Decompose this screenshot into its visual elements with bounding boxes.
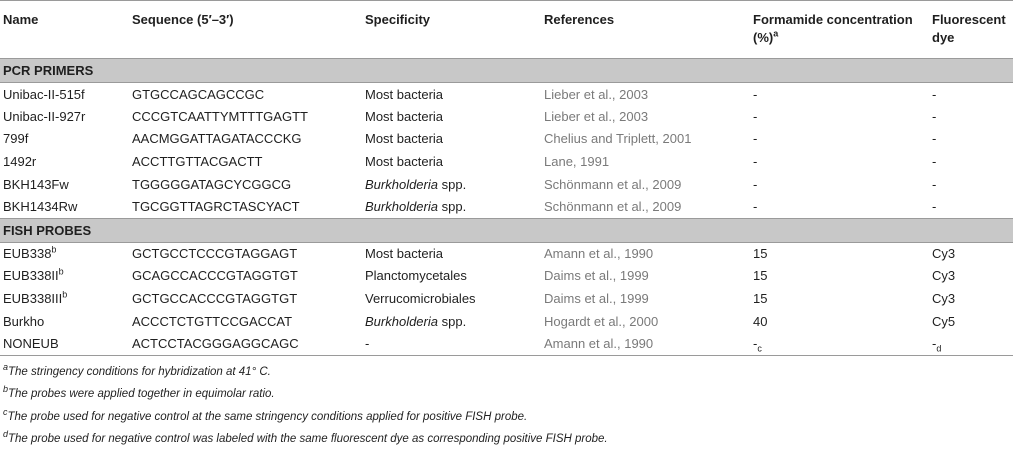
cell-specificity: Most bacteria [365, 108, 444, 124]
cell-sequence: TGGGGGATAGCYCGGCG [132, 176, 292, 192]
header-dye: Fluorescent dye [928, 1, 1013, 59]
cell-reference: Lieber et al., 2003 [544, 86, 649, 102]
table-row [0, 287, 1013, 310]
footnote: $^d$The probe used for negative control was labeled with the same fluorescent dye as corresponding positive FISH probe. [3, 429, 608, 446]
table-row [0, 105, 1013, 128]
cell-reference: Daims et al., 1999 [544, 291, 649, 307]
cell-specificity: Burkholderia spp. [365, 313, 467, 329]
footnote-mark: a [3, 361, 9, 372]
cell-formamide: - [753, 86, 758, 102]
header-name: Name [0, 1, 128, 59]
cell-sequence: AACMGGATTAGATACCCKG [132, 131, 302, 147]
cell-reference: Daims et al., 1999 [544, 268, 649, 284]
cell-formamide: - [753, 176, 758, 192]
cell-formamide: - [753, 154, 758, 170]
cell-formamide: 40 [753, 313, 768, 329]
footnote-mark: c [757, 343, 762, 354]
cell-formamide: - [753, 199, 758, 215]
footnote: $^a$The stringency conditions for hybridization at 41° C. [3, 361, 271, 378]
cell-specificity: Planctomycetales [365, 268, 467, 284]
footnote: $^b$The probes were applied together in equimolar ratio. [3, 384, 275, 401]
cell-name: EUB338$^b$ [3, 244, 57, 262]
cell-sequence: GCAGCCACCCGTAGGTGT [132, 268, 298, 284]
cell-reference: Schönmann et al., 2009 [544, 199, 682, 215]
cell-specificity: Verrucomicrobiales [365, 291, 476, 307]
cell-reference: Lane, 1991 [544, 154, 610, 170]
cell-specificity: - [361, 332, 540, 355]
cell-formamide: 15 [753, 291, 768, 307]
cell-reference: Lieber et al., 2003 [544, 108, 649, 124]
cell-dye: - [932, 176, 937, 192]
table-row [0, 332, 1013, 355]
cell-specificity: Burkholderia spp. [365, 199, 467, 215]
cell-sequence: GCTGCCACCCGTAGGTGT [132, 291, 298, 307]
cell-dye: Cy3 [932, 291, 956, 307]
cell-reference: Hogardt et al., 2000 [544, 313, 659, 329]
cell-formamide: $-_c$ [749, 332, 928, 355]
cell-name: Unibac-II-927r [3, 108, 86, 124]
cell-name: Burkho [3, 313, 45, 329]
cell-dye: Cy3 [932, 246, 956, 262]
cell-dye: Cy3 [932, 268, 956, 284]
genus-name: Burkholderia [365, 199, 438, 215]
table-row [0, 150, 1013, 173]
table-row [0, 265, 1013, 288]
cell-formamide: 15 [753, 246, 768, 262]
header-specificity: Specificity [361, 1, 540, 59]
footnote-mark: b [3, 384, 9, 395]
section-title: PCR PRIMERS [0, 59, 1013, 83]
cell-formamide: - [753, 131, 758, 147]
cell-formamide: 15 [753, 268, 768, 284]
cell-specificity: Most bacteria [365, 86, 444, 102]
genus-name: Burkholderia [365, 313, 438, 329]
cell-dye: Cy5 [932, 313, 956, 329]
cell-dye: - [932, 108, 937, 124]
footnote-mark: b [62, 289, 68, 300]
table-row [0, 128, 1013, 151]
table-row [0, 195, 1013, 218]
table-row [0, 310, 1013, 333]
cell-name: 799f [3, 131, 29, 147]
cell-specificity: Burkholderia spp. [365, 176, 467, 192]
cell-specificity: Most bacteria [365, 131, 444, 147]
cell-specificity: Most bacteria [365, 246, 444, 262]
header-formamide: Formamide concentration (%)$^a$ [749, 1, 928, 59]
section-title: FISH PROBES [0, 218, 1013, 242]
section-header-row [0, 59, 1013, 83]
header-sequence: Sequence (5′–3′) [128, 1, 361, 59]
section-header-row [0, 218, 1013, 242]
cell-sequence: CCCGTCAATTYMTTTGAGTT [132, 108, 308, 124]
cell-reference: Amann et al., 1990 [544, 246, 654, 262]
cell-name: Unibac-II-515f [3, 86, 85, 102]
cell-dye: - [932, 86, 937, 102]
table-row [0, 173, 1013, 196]
cell-name: BKH1434Rw [3, 199, 78, 215]
cell-dye: $-_d$ [928, 332, 1013, 355]
genus-name: Burkholderia [365, 176, 438, 192]
cell-name: BKH143Fw [3, 176, 69, 192]
cell-sequence: GCTGCCTCCCGTAGGAGT [132, 246, 298, 262]
cell-reference: Amann et al., 1990 [540, 332, 749, 355]
cell-specificity: Most bacteria [365, 154, 444, 170]
footnote-mark-a: a [773, 28, 779, 39]
footnote-mark: d [936, 343, 942, 354]
table-row [0, 83, 1013, 106]
table-header-row [0, 1, 1013, 59]
table-row [0, 242, 1013, 265]
footnote-mark: d [3, 429, 9, 440]
cell-dye: - [932, 154, 937, 170]
cell-dye: - [932, 199, 937, 215]
cell-name: $EUB338II^b$ [3, 267, 64, 284]
table-body [0, 59, 1013, 356]
footnote: $^c$The probe used for negative control at the same stringency conditions applied for positive FISH probe. [3, 406, 528, 423]
cell-formamide: - [753, 108, 758, 124]
cell-sequence: TGCGGTTAGRCTASCYACT [132, 199, 300, 215]
cell-name: NONEUB [0, 332, 128, 355]
cell-sequence: ACCCTCTGTTCCGACCAT [132, 313, 293, 329]
cell-sequence: ACCTTGTTACGACTT [132, 154, 263, 170]
cell-sequence: GTGCCAGCAGCCGC [132, 86, 265, 102]
footnote-mark: b [51, 244, 57, 255]
footnote-mark: c [3, 406, 8, 417]
cell-dye: - [932, 131, 937, 147]
header-references: References [540, 1, 749, 59]
cell-reference: Schönmann et al., 2009 [544, 176, 682, 192]
cell-name: 1492r [3, 154, 37, 170]
cell-sequence: ACTCCTACGGGAGGCAGC [128, 332, 361, 355]
cell-reference: Chelius and Triplett, 2001 [544, 131, 692, 147]
cell-name: EUB338III$^b$ [3, 289, 68, 307]
footnote-mark: b [58, 267, 64, 278]
footnotes [0, 356, 1013, 452]
